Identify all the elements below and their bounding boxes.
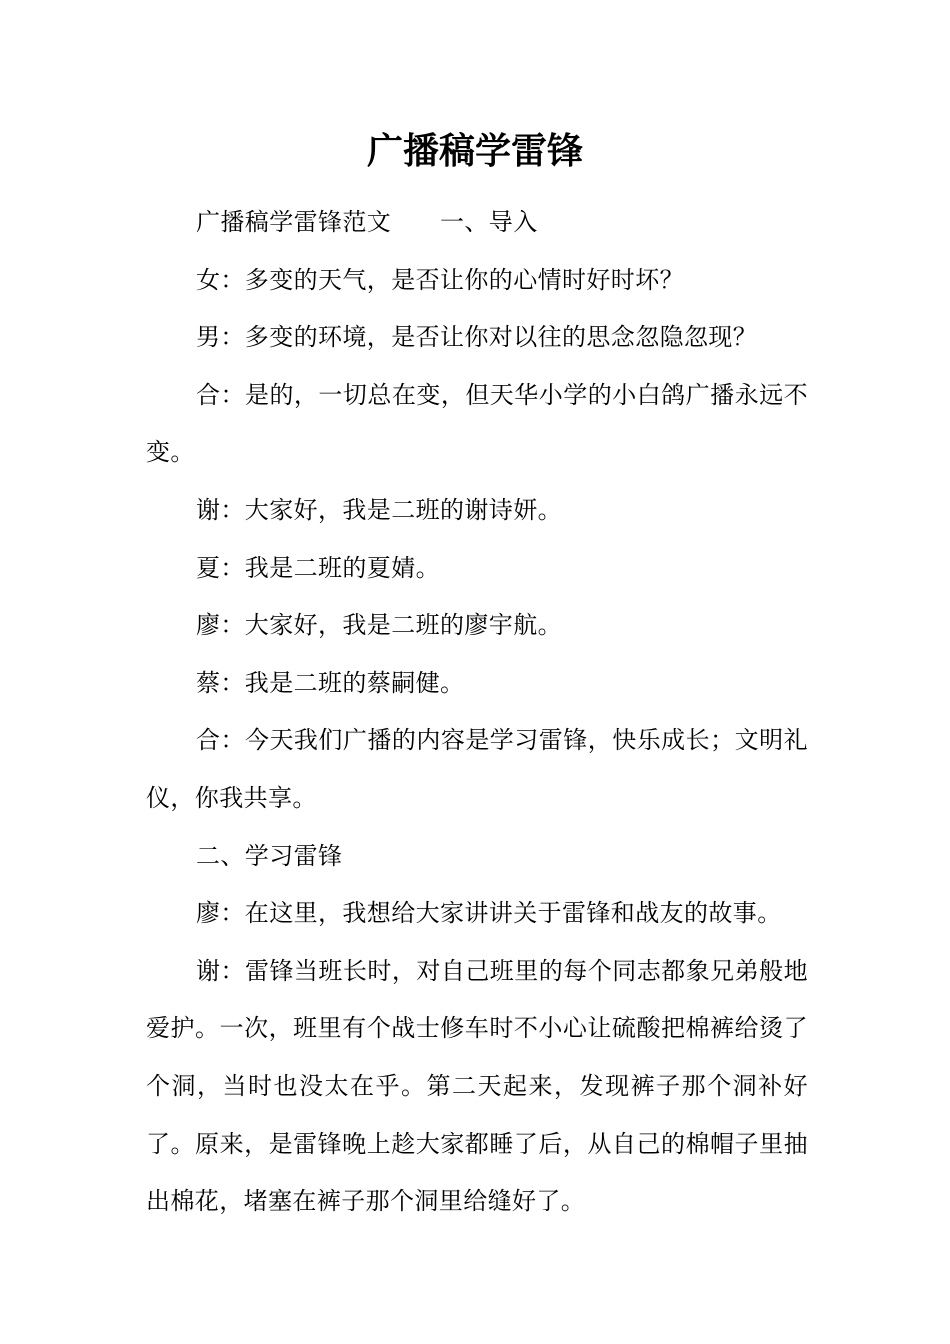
document-title: 广播稿学雷锋 [366, 131, 583, 172]
paragraph-together-2: 合：今天我们广播的内容是学习雷锋，快乐成长；文明礼仪，你我共享。 [146, 726, 808, 812]
paragraph-xie-intro: 谢：大家好，我是二班的谢诗妍。 [196, 495, 562, 524]
paragraph-intro: 广播稿学雷锋范文 一、导入 [196, 208, 538, 236]
paragraph-xia-intro: 夏：我是二班的夏婧。 [196, 553, 440, 582]
paragraph-cai-intro: 蔡：我是二班的蔡嗣健。 [196, 668, 465, 697]
paragraph-male-host: 男：多变的环境，是否让你对以往的思念忽隐忽现？ [196, 323, 758, 352]
section-heading-learn-leifeng: 二、学习雷锋 [196, 841, 343, 870]
paragraph-together-1: 合：是的，一切总在变，但天华小学的小白鸽广播永远不变。 [146, 380, 808, 467]
paragraph-female-host: 女：多变的天气，是否让你的心情时好时坏？ [196, 265, 684, 294]
paragraph-liao-intro: 廖：大家好，我是二班的廖宇航。 [196, 611, 562, 640]
paragraph-xie-story: 谢：雷锋当班长时，对自己班里的每个同志都象兄弟般地爱护。一次，班里有个战士修车时不小心让硫酸把棉裤给烫了个洞，当时也没太在乎。第二天起来，发现裤子那个洞补好了。原来，是雷锋晚上趁大家都睡了后，从自己的棉帽子里抽出棉花，堵塞在裤子那个洞里给缝好了。 [146, 956, 808, 1216]
document-body [146, 194, 808, 1231]
paragraph-liao-story: 廖：在这里，我想给大家讲讲关于雷锋和战友的故事。 [196, 899, 782, 928]
